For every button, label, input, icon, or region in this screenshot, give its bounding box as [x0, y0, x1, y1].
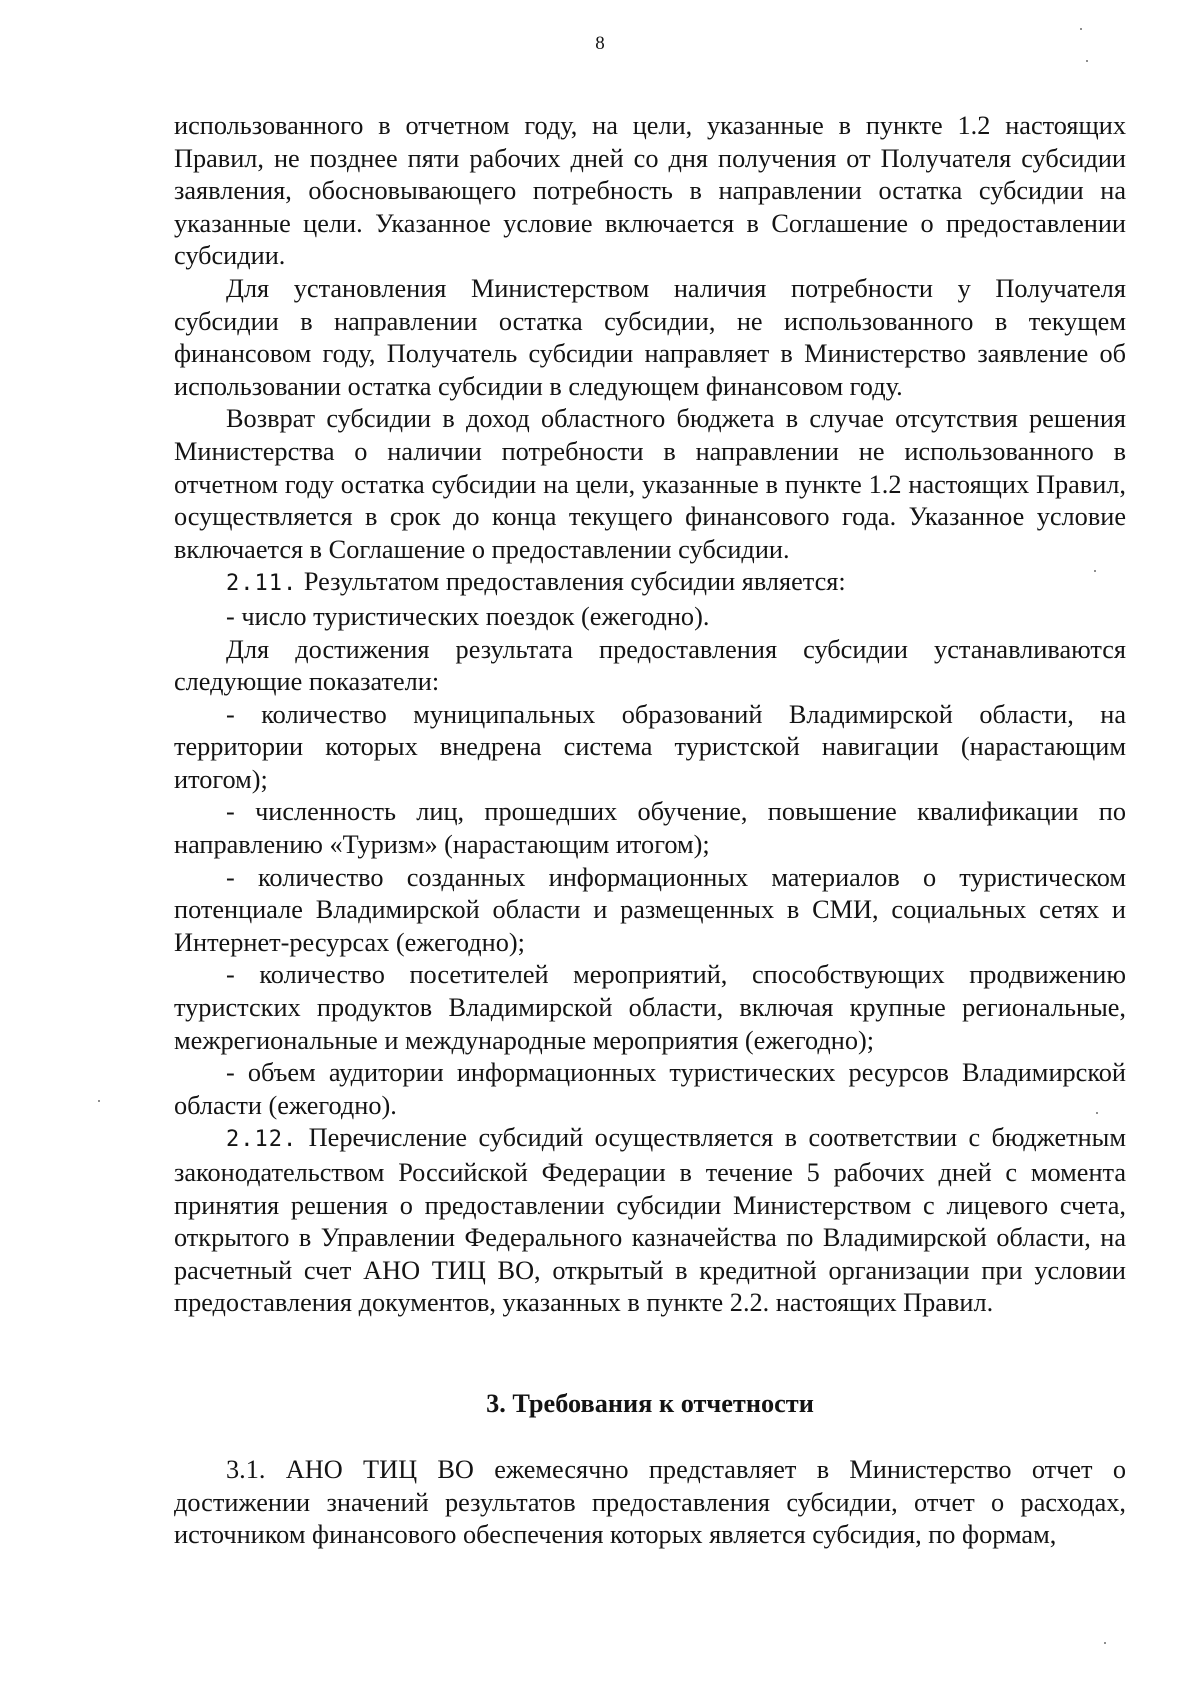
scan-speck	[1094, 570, 1096, 572]
item-2-11-text: Результатом предоставления субсидии является:	[303, 567, 846, 597]
item-2-11-number: 2.11.	[226, 571, 298, 597]
paragraph-subsidy-return: Возврат субсидии в доход областного бюджета в случае отсутствия решения Министерства о наличии потребности в направлении не использованного в отчетном году остатка субсидии на цели, указанные в пункте 1.2 настоящих Правил, осуществляется в срок до конца текущего финансового года. Указанное условие включается в Соглашение о предоставлении субсидии.	[174, 404, 1126, 564]
section-heading: 3. Требования к отчетности	[486, 1389, 814, 1418]
scan-speck	[1086, 60, 1088, 62]
scan-speck	[1096, 1112, 1098, 1114]
indicator-item: - численность лиц, прошедших обучение, повышение квалификации по направлению «Туризм» (нарастающим итогом);	[174, 797, 1126, 860]
scan-speck	[1080, 28, 1082, 30]
indicators-intro: Для достижения результата предоставления субсидии устанавливаются следующие показатели:	[174, 634, 1126, 697]
scan-speck	[1104, 1642, 1106, 1644]
page-number: 8	[595, 33, 605, 54]
item-2-12	[174, 1122, 1126, 1320]
item-2-12-number: 2.12.	[226, 1127, 298, 1153]
indicator-item: - количество муниципальных образований Владимирской области, на территории которых внедрена система туристской навигации (нарастающим итогом);	[174, 699, 1126, 794]
item-2-11	[174, 566, 1126, 601]
result-trips: - число туристических поездок (ежегодно).	[226, 601, 710, 631]
indicator-item: - количество посетителей мероприятий, способствующих продвижению туристских продуктов Владимирской области, включая крупные региональные, межрегиональные и международные мероприятия (ежегодно);	[174, 960, 1126, 1055]
item-3-1: 3.1. АНО ТИЦ ВО ежемесячно представляет в Министерство отчет о достижении значений результатов предоставления субсидии, отчет о расходах, источником финансового обеспечения которых является субсидия, по формам,	[174, 1455, 1126, 1550]
indicator-item: - объем аудитории информационных туристических ресурсов Владимирской области (ежегодно).	[174, 1058, 1126, 1120]
paragraph-continuation: использованного в отчетном году, на цели, указанные в пункте 1.2 настоящих Правил, не позднее пяти рабочих дней со дня получения от Получателя субсидии заявления, обосновывающего потребность в направлении остатка субсидии на указанные цели. Указанное условие включается в Соглашение о предоставлении субсидии.	[174, 111, 1126, 271]
item-2-12-text: Перечисление субсидий осуществляется в соответствии с бюджетным законодательством Российской Федерации в течение 5 рабочих дней с момента принятия решения о предоставлении субсидии Министерством с лицевого счета, открытого в Управлении Федерального казначейства по Владимирской области, на расчетный счет АНО ТИЦ ВО, открытый в кредитной организации при условии предоставления документов, указанных в пункте 2.2. настоящих Правил.	[174, 1123, 1126, 1318]
paragraph-remainder-need: Для установления Министерством наличия потребности у Получателя субсидии в направлении остатка субсидии, не использованного в текущем финансовом году, Получатель субсидии направляет в Министерство заявление об использовании остатка субсидии в следующем финансовом году.	[174, 273, 1126, 401]
indicator-item: - количество созданных информационных материалов о туристическом потенциале Владимирской области и размещенных в СМИ, социальных сетях и Интернет-ресурсах (ежегодно);	[174, 862, 1126, 957]
document-body	[174, 110, 1126, 1320]
scan-speck	[98, 1100, 100, 1102]
section-3-body	[174, 1454, 1126, 1552]
